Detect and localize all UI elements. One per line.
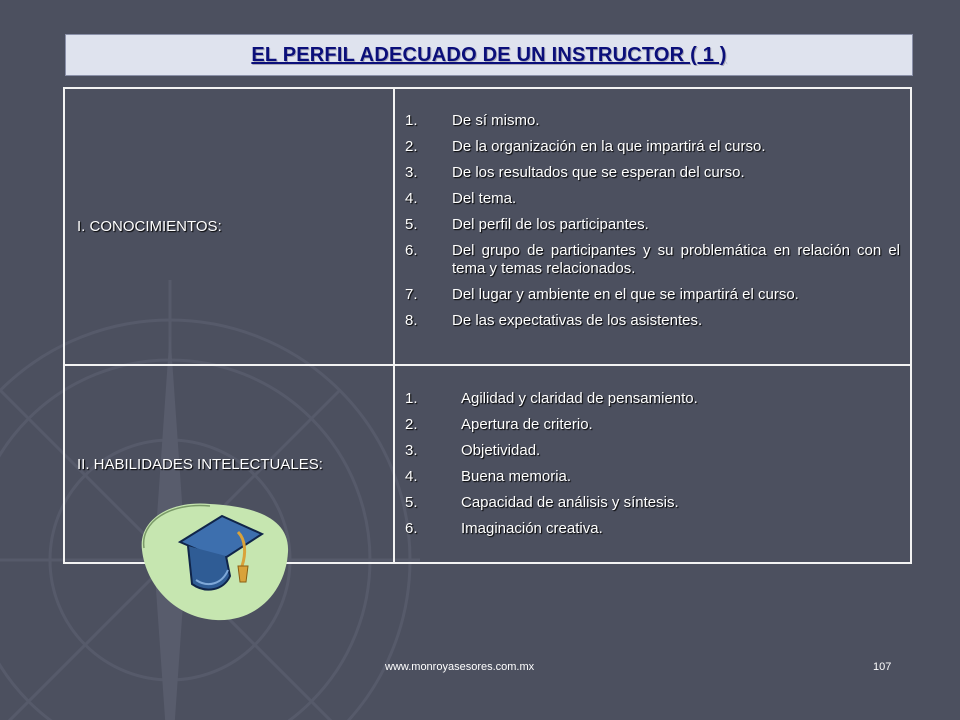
- item-text: Agilidad y claridad de pensamiento.: [461, 390, 698, 407]
- list-item: [405, 242, 900, 278]
- item-number: 2.: [405, 416, 418, 433]
- items-cell: [395, 366, 910, 562]
- item-number: 6.: [405, 242, 418, 259]
- item-text: De las expectativas de los asistentes.: [452, 312, 703, 329]
- item-text: Capacidad de análisis y síntesis.: [461, 494, 679, 511]
- item-number: 1.: [405, 112, 418, 129]
- item-number: 5.: [405, 216, 418, 233]
- item-number: 3.: [405, 442, 418, 459]
- item-text: Objetividad.: [461, 442, 541, 459]
- item-number: 3.: [405, 164, 418, 181]
- item-text: Del tema.: [452, 190, 517, 207]
- list-item: [405, 216, 900, 234]
- item-text: Del lugar y ambiente en el que se impartirá el curso.: [452, 286, 799, 303]
- list-item: [405, 416, 900, 434]
- item-text: Apertura de criterio.: [461, 416, 593, 433]
- item-number: 1.: [405, 390, 418, 407]
- list-item: [405, 112, 900, 130]
- list-item: [405, 442, 900, 460]
- item-text: De sí mismo.: [452, 112, 540, 129]
- item-number: 2.: [405, 138, 418, 155]
- item-number: 8.: [405, 312, 418, 329]
- list-item: [405, 164, 900, 182]
- list-item: [405, 312, 900, 330]
- category-cell: [65, 89, 395, 364]
- list-item: [405, 520, 900, 538]
- item-text: Imaginación creativa.: [461, 520, 603, 537]
- list-item: [405, 138, 900, 156]
- list-item: [405, 390, 900, 408]
- item-text: Del grupo de participantes y su problemática en relación con el tema y temas relacionados.: [452, 242, 900, 277]
- item-text: Del perfil de los participantes.: [452, 216, 649, 233]
- item-number: 4.: [405, 468, 418, 485]
- item-number: 7.: [405, 286, 418, 303]
- item-text: De los resultados que se esperan del curso.: [452, 164, 745, 181]
- item-number: 4.: [405, 190, 418, 207]
- item-number: 5.: [405, 494, 418, 511]
- category-label: II. HABILIDADES INTELECTUALES:: [77, 455, 323, 473]
- category-label: I. CONOCIMIENTOS:: [77, 218, 222, 235]
- numbered-list: [405, 112, 900, 330]
- page-number: 107: [873, 661, 892, 673]
- list-item: [405, 494, 900, 512]
- item-text: De la organización en la que impartirá el curso.: [452, 138, 766, 155]
- list-item: [405, 468, 900, 486]
- table-row: [65, 89, 910, 364]
- footer-url: www.monroyasesores.com.mx: [385, 661, 535, 673]
- item-text: Buena memoria.: [461, 468, 572, 485]
- items-cell: [395, 89, 910, 364]
- numbered-list: [405, 390, 900, 538]
- list-item: [405, 190, 900, 208]
- list-item: [405, 286, 900, 304]
- item-number: 6.: [405, 520, 418, 537]
- graduation-cap-icon: [130, 490, 300, 630]
- slide-title: EL PERFIL ADECUADO DE UN INSTRUCTOR ( 1 ): [65, 34, 913, 76]
